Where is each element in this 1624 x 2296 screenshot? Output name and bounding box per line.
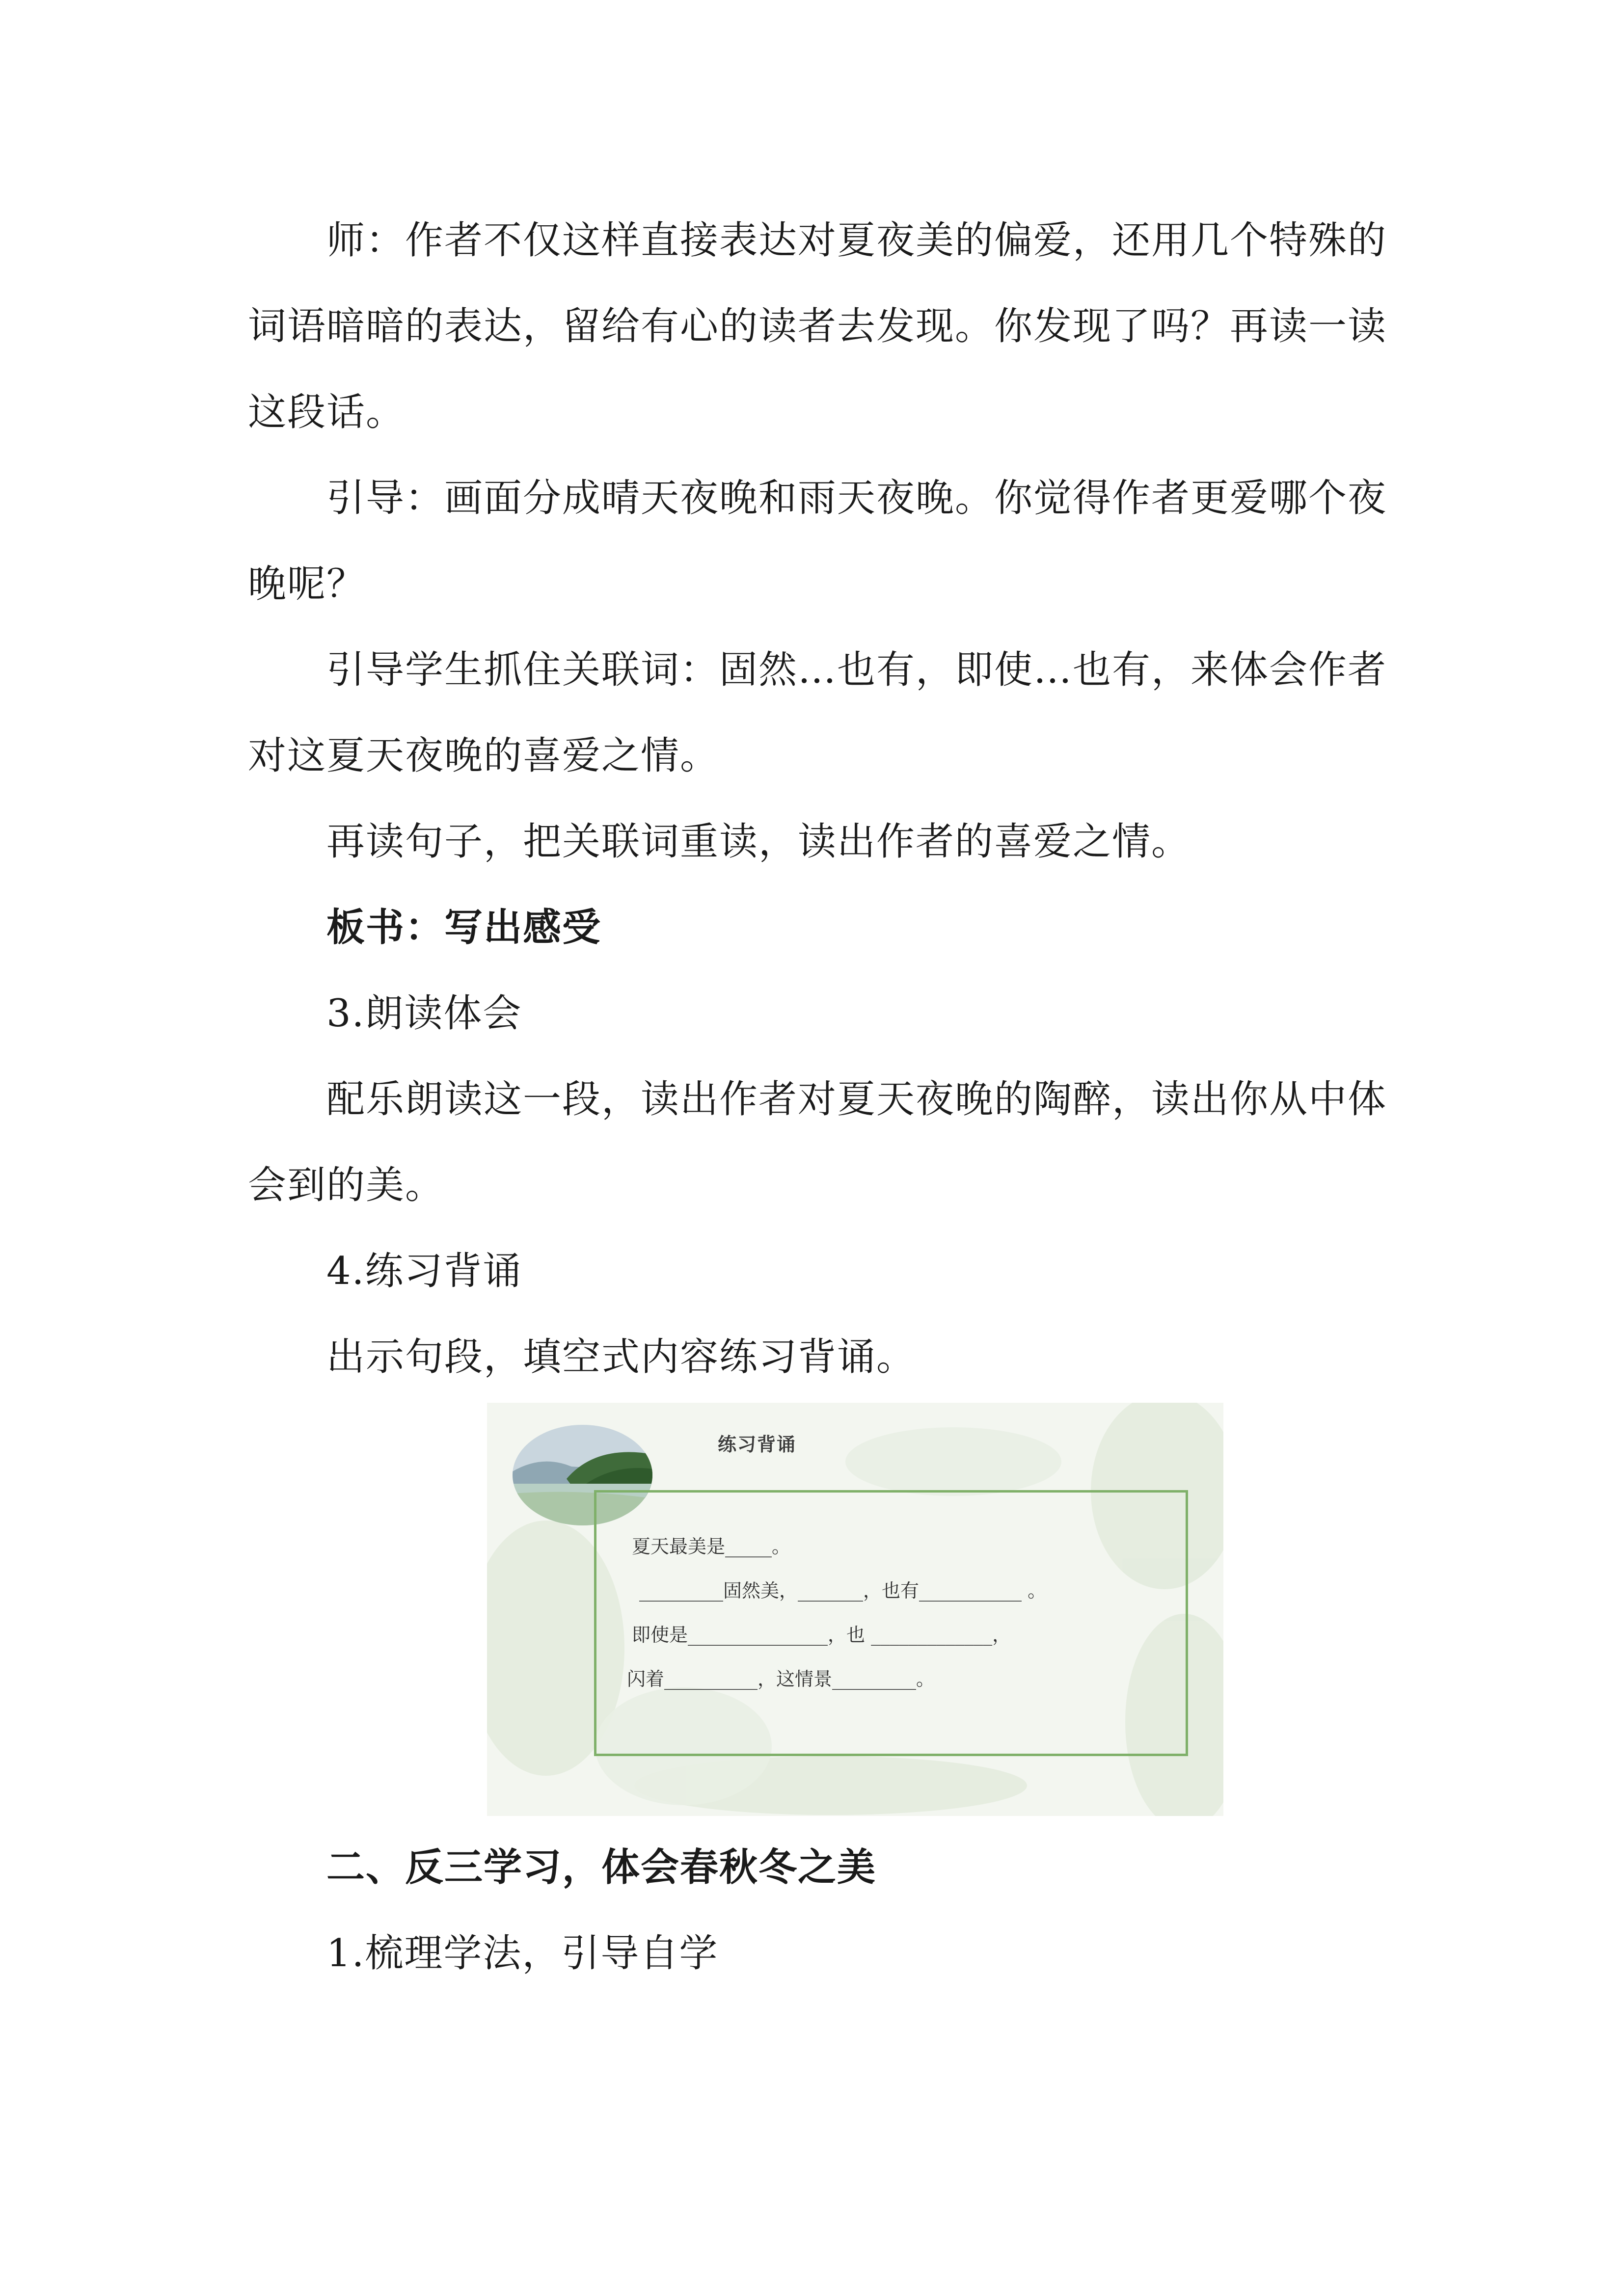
recitation-slide bbox=[487, 1403, 1223, 1816]
paragraph-line: 这段话。 bbox=[248, 390, 406, 434]
paragraph-line: 师：作者不仅这样直接表达对夏夜美的偏爱，还用几个特殊的 bbox=[326, 218, 1387, 263]
paragraph-line: 再读句子，把关联词重读，读出作者的喜爱之情。 bbox=[326, 820, 1191, 864]
section-heading: 4.练习背诵 bbox=[326, 1249, 522, 1293]
board-note-heading: 板书：写出感受 bbox=[326, 905, 602, 950]
paragraph-line: 会到的美。 bbox=[248, 1163, 445, 1207]
section-heading: 3.朗读体会 bbox=[326, 991, 522, 1036]
paragraph-line: 词语暗暗的表达，留给有心的读者去发现。你发现了吗？再读一读 bbox=[248, 304, 1387, 348]
paragraph-line: 引导：画面分成晴天夜晚和雨天夜晚。你觉得作者更爱哪个夜 bbox=[326, 476, 1387, 520]
paragraph-line: 配乐朗读这一段，读出作者对夏天夜晚的陶醉，读出你从中体 bbox=[326, 1077, 1387, 1121]
fill-blank-line: 闪着__________，这情景_________。 bbox=[627, 1668, 935, 1690]
paragraph-line: 引导学生抓住关联词：固然…也有，即使…也有，来体会作者 bbox=[326, 648, 1387, 692]
fill-blank-line: 夏天最美是_____。 bbox=[632, 1536, 791, 1557]
section-heading: 二、反三学习，体会春秋冬之美 bbox=[326, 1845, 877, 1890]
paragraph-line: 对这夏天夜晚的喜爱之情。 bbox=[248, 734, 720, 778]
slide-title: 练习背诵 bbox=[718, 1433, 797, 1455]
fill-blank-line: _________固然美，_______，也有___________ 。 bbox=[639, 1580, 1047, 1602]
paragraph-line: 晚呢？ bbox=[248, 562, 366, 606]
section-heading: 1.梳理学法，引导自学 bbox=[326, 1931, 719, 1976]
paragraph-line: 出示句段，填空式内容练习背诵。 bbox=[326, 1335, 916, 1379]
fill-blank-line: 即使是_______________，也 _____________， bbox=[632, 1624, 1011, 1646]
